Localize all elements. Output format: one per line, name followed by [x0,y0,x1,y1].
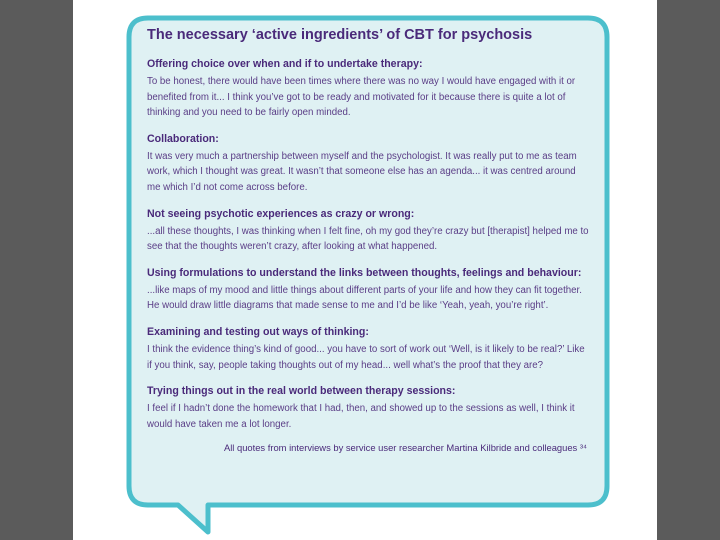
section-quote: ...all these thoughts, I was thinking when I felt fine, oh my god they’re crazy but [therapist] helped me to see that the thoughts weren’t crazy, after looking at what happened. [147,225,589,253]
section-heading: Examining and testing out ways of thinking: [147,325,369,338]
section-heading: Trying things out in the real world between therapy sessions: [147,385,456,398]
section-heading: Collaboration: [147,132,219,145]
section-quote: I think the evidence thing’s kind of good... you have to sort of work out ‘Well, is it likely to be real?’ Like if you think, say, people taking thoughts out of my head... well what’s the proof that they are? [147,343,585,371]
section-testing-thinking [147,325,589,373]
section-heading: Not seeing psychotic experiences as crazy or wrong: [147,207,415,220]
section-not-crazy [147,207,589,255]
section-collaboration [147,132,589,196]
section-quote: It was very much a partnership between myself and the psychologist. It was really put to me as team work, which I thought was great. It wasn’t that someone else has an agenda... it was centred around me which I’d not come across before. [147,150,577,193]
section-heading: Using formulations to understand the links between thoughts, feelings and behaviour: [147,266,582,279]
section-quote: To be honest, there would have been times where there was no way I would have engaged with it or benefited from it... I think you’ve got to be ready and motivated for it because there is quite a lot of thinking and you need to be fairly open minded. [147,76,576,119]
page-title: The necessary ‘active ingredients’ of CBT for psychosis [147,27,533,43]
section-heading: Offering choice over when and if to undertake therapy: [147,58,423,70]
attribution-footer: All quotes from interviews by service user researcher Martina Kilbride and colleagues ³⁴ [223,442,587,454]
section-choice [147,57,589,121]
section-formulations [147,266,589,314]
section-quote: I feel if I hadn’t done the homework that I had, then, and showed up to the sessions as well, I think it would have taken me a lot longer. [147,403,575,430]
section-real-world [147,384,589,432]
section-quote: ...like maps of my mood and little things about different parts of your life and how they can fit together. He would draw little diagrams that made sense to me and I’d be like ‘Yeah, yeah, you’re right’. [147,284,582,312]
bubble-content [147,26,589,455]
